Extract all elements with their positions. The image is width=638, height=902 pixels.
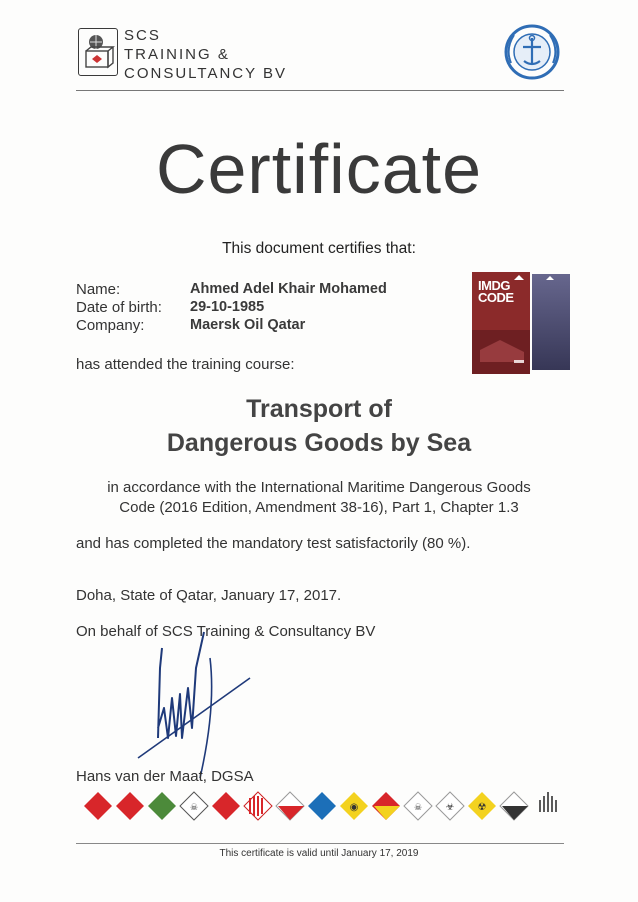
place-date-text: Doha, State of Qatar, January 17, 2017.	[76, 587, 342, 604]
imo-emblem-icon	[503, 23, 561, 81]
corrosive-icon	[500, 792, 528, 820]
radioactive-icon	[468, 792, 496, 820]
infectious-substance-icon	[436, 792, 464, 820]
miscellaneous-dangerous-goods-icon	[540, 792, 556, 812]
course-title-line: Transport of	[246, 395, 392, 423]
hazard-labels-strip	[78, 788, 568, 828]
footer-divider	[76, 843, 564, 844]
behalf-text: On behalf of SCS Training & Consultancy BV	[76, 623, 376, 640]
book-title-line: IMDG	[478, 278, 510, 293]
company-value: Maersk Oil Qatar	[190, 317, 306, 333]
brand-name	[124, 26, 287, 83]
svg-text:☠: ☠	[413, 802, 423, 812]
scs-logo-icon	[78, 28, 118, 76]
brand-line: TRAINING &	[124, 46, 230, 63]
course-title	[0, 392, 638, 460]
certifies-text: This document certifies that:	[222, 240, 416, 257]
spontaneous-combustion-icon	[276, 792, 304, 820]
accordance-line: in accordance with the International Maritime Dangerous Goods	[107, 479, 531, 496]
toxic-substance-icon	[404, 792, 432, 820]
dangerous-when-wet-icon	[308, 792, 336, 820]
svg-text:☢: ☢	[477, 802, 487, 813]
dob-label: Date of birth:	[76, 299, 162, 316]
brand-line: CONSULTANCY BV	[124, 65, 288, 82]
book-title-line: CODE	[478, 290, 514, 305]
course-title-line: Dangerous Goods by Sea	[166, 429, 472, 457]
name-label: Name:	[76, 281, 121, 298]
svg-text:☣: ☣	[445, 802, 455, 813]
explosive-hazard-icon	[84, 792, 112, 820]
svg-text:◉: ◉	[349, 802, 359, 813]
brand-line: SCS	[124, 27, 161, 44]
header-divider	[76, 90, 564, 91]
imdg-code-books-image	[470, 270, 574, 376]
company-label: Company:	[76, 317, 145, 334]
certificate-title: Certificate	[155, 130, 483, 208]
dob-value: 29-10-1985	[190, 299, 265, 315]
toxic-gas-icon	[180, 792, 208, 820]
svg-text:☠: ☠	[189, 802, 199, 812]
oxidizer-icon	[340, 792, 368, 820]
flammable-solid-icon	[244, 792, 272, 820]
non-flammable-gas-icon	[148, 792, 176, 820]
accordance-text	[0, 478, 638, 518]
name-value: Ahmed Adel Khair Mohamed	[190, 281, 387, 297]
organic-peroxide-icon	[372, 792, 400, 820]
flammable-gas-icon	[116, 792, 144, 820]
signatory-name: Hans van der Maat, DGSA	[76, 768, 254, 785]
accordance-line: Code (2016 Edition, Amendment 38-16), Part 1, Chapter 1.3	[119, 499, 519, 516]
flammable-liquid-icon	[212, 792, 240, 820]
signature-image	[118, 628, 268, 788]
attended-text: has attended the training course:	[76, 356, 295, 373]
completed-text: and has completed the mandatory test satisfactorily (80 %).	[76, 535, 471, 552]
validity-text: This certificate is valid until January 17, 2019	[219, 848, 419, 859]
